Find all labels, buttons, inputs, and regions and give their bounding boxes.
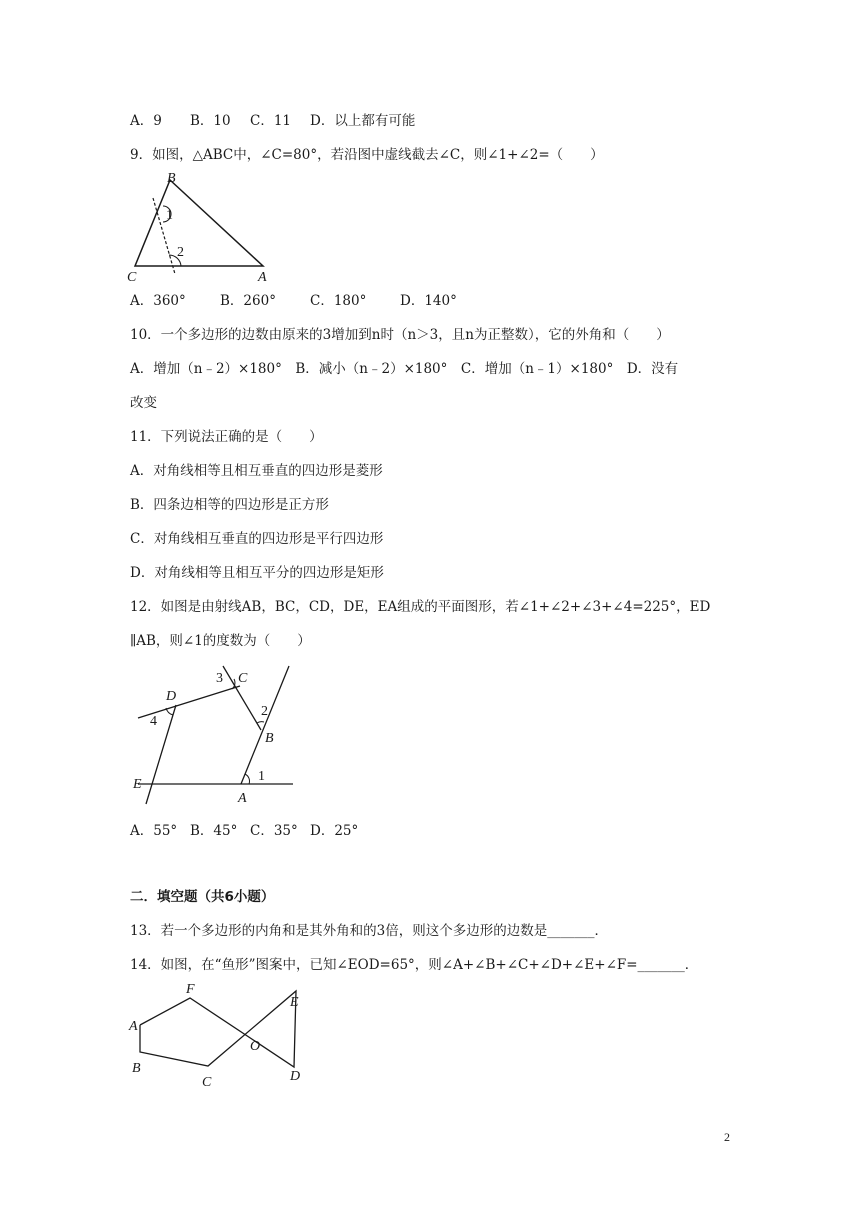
- fish-body: [140, 991, 296, 1067]
- q8-option-a: A．9: [130, 113, 162, 129]
- q8-option-b: B．10: [190, 113, 231, 129]
- q11-option-a: A．对角线相等且相互垂直的四边形是菱形: [130, 463, 383, 479]
- q14-fish-figure: [128, 980, 313, 1090]
- label-angle-4: 4: [150, 714, 157, 729]
- angle-1-arc: [245, 774, 250, 784]
- q11-option-d: D．对角线相等且相互平分的四边形是矩形: [130, 565, 384, 581]
- q12-option-a: A．55°: [130, 823, 178, 839]
- angle-2-arc: [257, 722, 264, 723]
- label-e: E: [290, 995, 299, 1010]
- label-a: A: [238, 791, 247, 806]
- q12-option-c: C．35°: [250, 823, 298, 839]
- label-d: D: [166, 689, 177, 704]
- label-a: A: [258, 270, 267, 285]
- label-angle-2: 2: [261, 704, 268, 719]
- q12-stem-continued: ∥AB，则∠1的度数为（ ）: [130, 633, 311, 649]
- label-angle-2: 2: [177, 245, 184, 260]
- q9-triangle-figure: [125, 170, 285, 285]
- label-c: C: [238, 671, 248, 686]
- q9-option-d: D．140°: [400, 293, 457, 309]
- label-b: B: [265, 731, 274, 746]
- q12-options: [130, 822, 358, 840]
- q9-options: [130, 292, 457, 310]
- label-b: B: [132, 1061, 141, 1076]
- q14-stem: 14．如图，在“鱼形”图案中，已知∠EOD=65°，则∠A+∠B+∠C+∠D+∠E+∠F=_______．: [130, 957, 699, 973]
- q10-options: A．增加（n﹣2）×180° B．减小（n﹣2）×180° C．增加（n﹣1）×180° D．没有: [130, 361, 679, 377]
- label-f: F: [186, 982, 195, 997]
- page-number: 2: [724, 1130, 730, 1144]
- q9-option-c: C．180°: [310, 293, 367, 309]
- label-o: O: [250, 1039, 261, 1054]
- q12-option-b: B．45°: [190, 823, 238, 839]
- q12-stem: 12．如图是由射线AB，BC，CD，DE，EA组成的平面图形，若∠1+∠2+∠3+∠4=225°，ED: [130, 599, 711, 615]
- q11-option-b: B．四条边相等的四边形是正方形: [130, 497, 329, 513]
- label-d: D: [290, 1069, 301, 1084]
- label-a: A: [129, 1019, 138, 1034]
- q11-option-c: C．对角线相互垂直的四边形是平行四边形: [130, 531, 384, 547]
- label-angle-1: 1: [258, 769, 265, 784]
- label-c: C: [127, 270, 137, 285]
- label-b: B: [167, 171, 176, 186]
- section-title: 二．填空题（共6小题）: [130, 889, 275, 905]
- label-e: E: [133, 777, 142, 792]
- label-c: C: [202, 1075, 212, 1090]
- ray-ab: [241, 666, 289, 784]
- q12-option-d: D．25°: [310, 823, 359, 839]
- q11-stem: 11．下列说法正确的是（ ）: [130, 429, 323, 445]
- q9-option-a: A．360°: [130, 293, 186, 309]
- q8-option-d: D．以上都有可能: [310, 113, 416, 129]
- q8-options: [130, 112, 415, 130]
- q9-option-b: B．260°: [220, 293, 276, 309]
- label-angle-3: 3: [216, 671, 223, 686]
- q10-stem: 10．一个多边形的边数由原来的3增加到n时（n＞3，且n为正整数），它的外角和（ ）: [130, 327, 670, 343]
- label-angle-1: 1: [166, 208, 173, 223]
- q8-option-c: C．11: [250, 113, 292, 129]
- q9-stem: 9．如图，△ABC中，∠C=80°，若沿图中虚线截去∠C，则∠1+∠2=（ ）: [130, 147, 604, 163]
- triangle-abc: [135, 180, 263, 266]
- q13-stem: 13．若一个多边形的内角和是其外角和的3倍，则这个多边形的边数是_______．: [130, 923, 609, 939]
- q10-options-continued: 改变: [130, 395, 157, 411]
- q12-polygon-figure: [128, 660, 303, 810]
